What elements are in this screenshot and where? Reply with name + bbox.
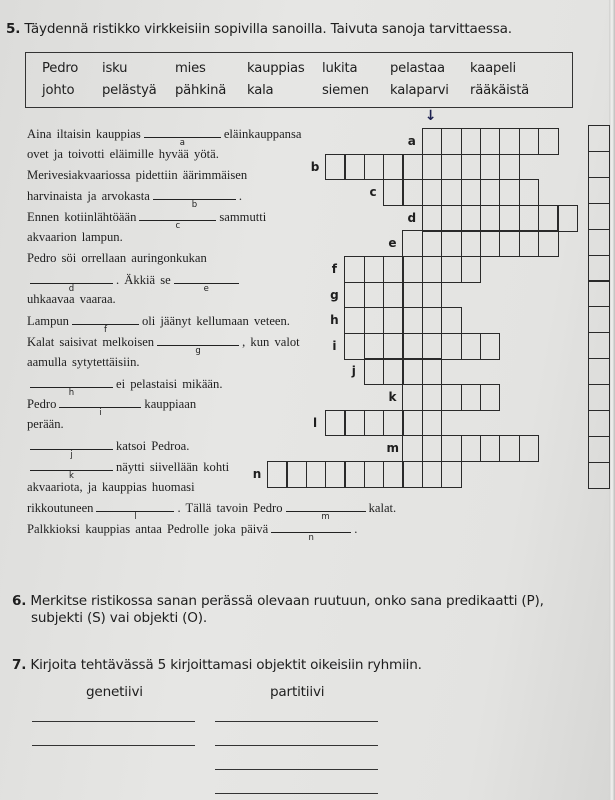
word-bank-item: kala xyxy=(247,83,274,98)
answer-type-box[interactable] xyxy=(588,229,610,256)
crossword-cell[interactable] xyxy=(461,230,482,257)
crossword-cell[interactable] xyxy=(383,307,404,334)
crossword-cell[interactable] xyxy=(344,256,365,283)
answer-blank-g[interactable] xyxy=(157,334,239,356)
crossword-cell[interactable] xyxy=(402,230,423,257)
clue-text: Kalat saisivat melkoisen xyxy=(27,335,155,349)
crossword-cell[interactable] xyxy=(286,461,307,488)
answer-blank-h[interactable] xyxy=(30,376,113,398)
clue-line xyxy=(27,313,290,336)
column-heading-genetiivi: genetiivi xyxy=(86,684,143,700)
clue-text: akvaarion lampun. xyxy=(27,230,123,244)
clue-text: katsoi Pedroa. xyxy=(116,439,190,453)
clue-text: kalat. xyxy=(368,501,397,516)
clue-text: . Tällä tavoin Pedro xyxy=(177,501,283,516)
crossword-cell[interactable] xyxy=(383,154,404,181)
clue-line xyxy=(27,376,223,398)
crossword-cell[interactable] xyxy=(383,358,404,385)
crossword-cell[interactable] xyxy=(422,179,443,206)
clue-text: Aina iltaisin kauppias xyxy=(27,127,141,141)
crossword-cell[interactable] xyxy=(364,358,385,385)
crossword-row-label: e xyxy=(388,236,397,251)
clue-text: rikkoutuneen xyxy=(27,501,94,516)
word-bank-item: kauppias xyxy=(247,61,305,76)
clue-line xyxy=(27,147,219,163)
crossword-cell[interactable] xyxy=(461,179,482,206)
crossword-cell[interactable] xyxy=(422,461,443,488)
clue-line xyxy=(27,500,397,523)
task-instruction: Kirjoita tehtävässä 5 kirjoittamasi objektit oikeisiin ryhmiin. xyxy=(30,657,422,673)
clue-text: eläinkauppansa xyxy=(223,127,302,141)
crossword-cell[interactable] xyxy=(402,358,423,385)
crossword-cell[interactable] xyxy=(267,461,288,488)
clue-text: harvinaista ja arvokasta xyxy=(27,189,150,204)
task7-heading xyxy=(12,657,422,673)
crossword-row-label: j xyxy=(351,364,356,379)
word-bank-item: johto xyxy=(42,83,75,98)
word-bank-item: Pedro xyxy=(42,61,79,76)
answer-line-partitiivi[interactable] xyxy=(215,793,378,794)
crossword-cell[interactable] xyxy=(461,128,482,155)
clue-line xyxy=(27,480,195,496)
clue-text: oli jäänyt kellumaan veteen. xyxy=(141,314,290,329)
word-bank-item: rääkäistä xyxy=(470,83,530,98)
blank-letter-label: e xyxy=(203,283,209,294)
crossword-cell[interactable] xyxy=(519,435,540,462)
arrow-down-icon: ↓ xyxy=(424,108,437,124)
answer-line-partitiivi[interactable] xyxy=(215,745,378,746)
blank-letter-label: j xyxy=(70,450,73,460)
crossword-row-label: c xyxy=(369,185,377,200)
crossword-cell[interactable] xyxy=(402,461,423,488)
crossword-row-label: b xyxy=(310,159,320,174)
crossword-cell[interactable] xyxy=(441,461,462,488)
crossword-cell[interactable] xyxy=(344,333,365,360)
answer-blank-e[interactable] xyxy=(174,272,239,294)
answer-type-box[interactable] xyxy=(588,410,610,437)
answer-blank-d[interactable] xyxy=(30,272,113,294)
clue-line xyxy=(27,230,123,246)
task-instruction: Täydennä ristikko virkkeisiin sopivilla sanoilla. Taivuta sanoja tarvittaessa. xyxy=(24,21,512,37)
task-instruction-line2: subjekti (S) vai objekti (O). xyxy=(31,610,208,626)
clue-text: . xyxy=(238,189,243,204)
word-bank-item: siemen xyxy=(322,83,369,98)
crossword-cell[interactable] xyxy=(499,230,520,257)
blank-letter-label: c xyxy=(175,221,181,232)
answer-line-partitiivi[interactable] xyxy=(215,769,378,770)
answer-type-box[interactable] xyxy=(588,436,610,463)
word-bank-item: pelästyä xyxy=(102,83,157,98)
crossword-cell[interactable] xyxy=(461,384,482,411)
crossword-cell[interactable] xyxy=(344,461,365,488)
clue-text: näytti siivellään kohti xyxy=(116,459,230,474)
clue-text: Lampun xyxy=(27,314,69,329)
blank-letter-label: a xyxy=(179,138,185,148)
clue-text: ei pelastaisi mikään. xyxy=(116,376,223,391)
answer-blank-j[interactable] xyxy=(30,438,113,460)
answer-blank-l[interactable] xyxy=(96,500,174,523)
answer-type-box[interactable] xyxy=(588,177,610,204)
clue-text: . Äkkiä se xyxy=(116,272,171,287)
word-bank-item: lukita xyxy=(322,61,358,76)
crossword-cell[interactable] xyxy=(519,230,540,257)
crossword-cell[interactable] xyxy=(344,154,365,181)
answer-blank-a[interactable] xyxy=(144,126,221,148)
crossword-cell[interactable] xyxy=(538,205,559,232)
crossword-cell[interactable] xyxy=(461,154,482,181)
word-bank-item: pähkinä xyxy=(175,83,227,98)
answer-blank-i[interactable] xyxy=(59,396,141,419)
crossword-cell[interactable] xyxy=(325,154,346,181)
answer-type-box[interactable] xyxy=(588,280,610,307)
crossword-cell[interactable] xyxy=(422,128,443,155)
crossword-cell[interactable] xyxy=(383,410,404,437)
clue-text: Pedro xyxy=(27,397,57,412)
clue-text: perään. xyxy=(27,417,64,432)
crossword-cell[interactable] xyxy=(422,333,443,360)
crossword-cell[interactable] xyxy=(402,179,423,206)
crossword-cell[interactable] xyxy=(325,461,346,488)
crossword-cell[interactable] xyxy=(422,154,443,181)
clue-line xyxy=(27,188,243,211)
clue-text: sammutti xyxy=(219,210,267,225)
answer-type-box[interactable] xyxy=(588,384,610,411)
answer-blank-c[interactable] xyxy=(139,209,216,232)
blank-letter-label: g xyxy=(195,346,201,356)
blank-letter-label: b xyxy=(191,200,198,211)
crossword-cell[interactable] xyxy=(422,230,443,257)
crossword-cell[interactable] xyxy=(344,307,365,334)
crossword-cell[interactable] xyxy=(441,435,462,462)
crossword-cell[interactable] xyxy=(402,307,423,334)
word-bank-item: isku xyxy=(102,61,128,76)
crossword-cell[interactable] xyxy=(480,154,501,181)
answer-type-box[interactable] xyxy=(588,151,610,178)
clue-line xyxy=(27,168,247,184)
crossword-cell[interactable] xyxy=(422,282,443,309)
task-number: 7. xyxy=(12,657,27,673)
crossword-cell[interactable] xyxy=(383,282,404,309)
crossword-cell[interactable] xyxy=(441,230,462,257)
column-heading-partitiivi: partitiivi xyxy=(270,684,325,700)
answer-blank-k[interactable] xyxy=(30,459,113,481)
clue-text: . xyxy=(354,522,358,537)
word-bank-item: kaapeli xyxy=(470,61,516,76)
crossword-cell[interactable] xyxy=(499,154,520,181)
crossword-row-label: n xyxy=(252,466,262,481)
answer-blank-m[interactable] xyxy=(286,500,366,523)
blank-letter-label: l xyxy=(134,512,137,523)
crossword-cell[interactable] xyxy=(383,461,404,488)
crossword-cell[interactable] xyxy=(499,205,520,232)
word-bank-item: mies xyxy=(175,61,206,76)
crossword-cell[interactable] xyxy=(441,154,462,181)
clue-text: Ennen kotiinlähtöään xyxy=(27,210,137,225)
crossword-cell[interactable] xyxy=(441,384,462,411)
crossword-cell[interactable] xyxy=(402,256,423,283)
blank-letter-label: k xyxy=(69,470,74,481)
clue-line xyxy=(27,251,207,267)
answer-blank-n[interactable] xyxy=(271,521,351,544)
word-bank-item: kalaparvi xyxy=(390,83,449,98)
crossword-row-label: f xyxy=(331,262,337,276)
crossword-cell[interactable] xyxy=(402,333,423,360)
crossword-cell[interactable] xyxy=(422,384,443,411)
crossword-row-label: m xyxy=(386,441,399,456)
crossword-cell[interactable] xyxy=(364,307,385,334)
clue-line xyxy=(27,396,197,419)
crossword-cell[interactable] xyxy=(480,230,501,257)
crossword-cell[interactable] xyxy=(441,128,462,155)
crossword-cell[interactable] xyxy=(402,435,423,462)
crossword-row-label: h xyxy=(330,313,339,328)
crossword-cell[interactable] xyxy=(402,282,423,309)
clue-line xyxy=(27,355,140,371)
blank-letter-label: i xyxy=(99,408,102,419)
clue-text: Pedro söi orrellaan auringonkukan xyxy=(27,250,207,265)
answer-line-genetiivi[interactable] xyxy=(32,721,195,722)
task-number: 5. xyxy=(6,21,21,37)
crossword-cell[interactable] xyxy=(519,128,540,155)
clue-text: ovet ja toivotti eläimille hyvää yötä. xyxy=(27,146,219,161)
crossword-cell[interactable] xyxy=(557,205,578,232)
crossword-cell[interactable] xyxy=(383,333,404,360)
crossword-cell[interactable] xyxy=(538,128,559,155)
clue-line xyxy=(27,417,64,433)
crossword-cell[interactable] xyxy=(480,179,501,206)
crossword-cell[interactable] xyxy=(480,333,501,360)
crossword-cell[interactable] xyxy=(422,435,443,462)
crossword-cell[interactable] xyxy=(344,282,365,309)
crossword-cell[interactable] xyxy=(499,435,520,462)
clue-line xyxy=(27,209,267,232)
crossword-cell[interactable] xyxy=(364,461,385,488)
crossword-cell[interactable] xyxy=(422,205,443,232)
blank-letter-label: n xyxy=(308,533,314,544)
crossword-cell[interactable] xyxy=(480,384,501,411)
crossword-cell[interactable] xyxy=(480,435,501,462)
crossword-cell[interactable] xyxy=(499,179,520,206)
blank-letter-label: d xyxy=(68,283,75,294)
answer-type-box[interactable] xyxy=(588,255,610,282)
task5-heading xyxy=(6,21,512,37)
clue-text: uhkaavaa vaaraa. xyxy=(27,292,116,307)
blank-letter-label: m xyxy=(321,512,330,523)
crossword-cell[interactable] xyxy=(422,307,443,334)
crossword-cell[interactable] xyxy=(480,128,501,155)
clue-line xyxy=(27,459,230,481)
clue-line xyxy=(27,334,300,356)
word-bank-item: pelastaa xyxy=(390,61,445,76)
crossword-row-label: g xyxy=(330,287,339,302)
answer-type-box[interactable] xyxy=(588,203,610,230)
crossword-row-label: l xyxy=(312,415,318,430)
crossword-cell[interactable] xyxy=(402,154,423,181)
crossword-row-label: k xyxy=(388,390,397,404)
crossword-cell[interactable] xyxy=(441,179,462,206)
answer-type-box[interactable] xyxy=(588,306,610,333)
answer-type-box[interactable] xyxy=(588,462,610,489)
crossword-cell[interactable] xyxy=(364,154,385,181)
crossword-cell[interactable] xyxy=(383,179,404,206)
crossword-cell[interactable] xyxy=(422,358,443,385)
clue-text: akvaariota, ja kauppias huomasi xyxy=(27,479,195,494)
crossword-cell[interactable] xyxy=(519,205,540,232)
crossword-cell[interactable] xyxy=(402,410,423,437)
crossword-cell[interactable] xyxy=(364,282,385,309)
task-instruction-line1: Merkitse ristikossa sanan perässä olevaan ruutuun, onko sana predikaatti (P), xyxy=(30,593,544,609)
blank-letter-label: h xyxy=(68,387,75,398)
task6-heading xyxy=(12,593,544,609)
blank-letter-label: f xyxy=(103,325,107,336)
word-bank xyxy=(25,52,573,108)
crossword-cell[interactable] xyxy=(441,256,462,283)
clue-line xyxy=(27,292,116,308)
answer-type-box[interactable] xyxy=(588,332,610,359)
crossword-cell[interactable] xyxy=(325,410,346,437)
answer-line-genetiivi[interactable] xyxy=(32,745,195,746)
crossword-cell[interactable] xyxy=(461,205,482,232)
crossword-cell[interactable] xyxy=(538,230,559,257)
crossword-row-label: i xyxy=(332,338,337,353)
crossword-cell[interactable] xyxy=(461,333,482,360)
answer-line-partitiivi[interactable] xyxy=(215,721,378,722)
clue-line xyxy=(27,272,242,294)
crossword-cell[interactable] xyxy=(364,410,385,437)
clue-line xyxy=(27,521,358,544)
crossword-row-label: a xyxy=(407,134,416,148)
crossword-cell[interactable] xyxy=(480,205,501,232)
task-number: 6. xyxy=(12,593,27,609)
clue-text: aamulla sytytettäisiin. xyxy=(27,354,140,369)
answer-blank-f[interactable] xyxy=(72,313,139,336)
answer-type-box[interactable] xyxy=(588,125,610,152)
answer-blank-b[interactable] xyxy=(153,188,236,211)
clue-text: Palkkioksi kauppias antaa Pedrolle joka päivä xyxy=(27,522,269,537)
crossword-cell[interactable] xyxy=(344,410,365,437)
crossword-cell[interactable] xyxy=(461,435,482,462)
crossword-cell[interactable] xyxy=(441,333,462,360)
crossword-cell[interactable] xyxy=(364,333,385,360)
clue-text: Merivesiakvaariossa pidettiin äärimmäisen xyxy=(27,167,248,182)
crossword-cell[interactable] xyxy=(461,256,482,283)
crossword-cell[interactable] xyxy=(499,128,520,155)
clue-line xyxy=(27,438,190,460)
crossword-cell[interactable] xyxy=(364,256,385,283)
crossword-cell[interactable] xyxy=(402,384,423,411)
crossword-cell[interactable] xyxy=(383,256,404,283)
answer-type-box[interactable] xyxy=(588,358,610,385)
clue-line xyxy=(27,126,302,148)
crossword-cell[interactable] xyxy=(306,461,327,488)
crossword-row-label: d xyxy=(407,210,417,225)
crossword-cell[interactable] xyxy=(422,410,443,437)
crossword-cell[interactable] xyxy=(441,307,462,334)
crossword-cell[interactable] xyxy=(422,256,443,283)
clue-text: kauppiaan xyxy=(144,397,197,412)
crossword-cell[interactable] xyxy=(441,205,462,232)
clue-text: , kun valot xyxy=(242,335,300,349)
crossword-cell[interactable] xyxy=(519,179,540,206)
